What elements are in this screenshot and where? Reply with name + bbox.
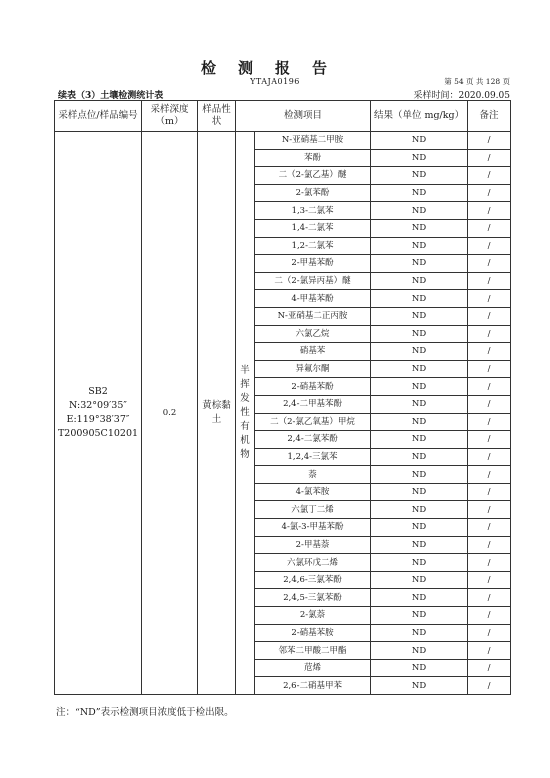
test-item: 1,4-二氯苯: [255, 219, 371, 237]
test-result: ND: [371, 184, 468, 202]
test-remark: /: [468, 448, 511, 466]
test-result: ND: [371, 237, 468, 255]
test-result: ND: [371, 360, 468, 378]
sample-depth: 0.2: [142, 132, 198, 695]
test-result: ND: [371, 413, 468, 431]
test-result: ND: [371, 519, 468, 537]
test-item: 2,4-二甲基苯酚: [255, 395, 371, 413]
test-item: 2-氯苯酚: [255, 184, 371, 202]
footnote: 注：“ND”表示检测项目浓度低于检出限。: [56, 707, 234, 718]
test-remark: /: [468, 343, 511, 361]
test-remark: /: [468, 431, 511, 449]
test-result: ND: [371, 378, 468, 396]
test-remark: /: [468, 642, 511, 660]
test-remark: /: [468, 501, 511, 519]
soil-test-table: [54, 100, 511, 695]
test-result: ND: [371, 466, 468, 484]
test-remark: /: [468, 677, 511, 695]
test-result: ND: [371, 290, 468, 308]
report-code: YTAJA0196: [250, 77, 300, 86]
test-result: ND: [371, 307, 468, 325]
test-item: 2-甲基苯酚: [255, 255, 371, 273]
test-result: ND: [371, 536, 468, 554]
table-row: [55, 132, 511, 150]
test-remark: /: [468, 554, 511, 572]
test-result: ND: [371, 607, 468, 625]
test-remark: /: [468, 589, 511, 607]
test-remark: /: [468, 184, 511, 202]
test-result: ND: [371, 167, 468, 185]
table-title: 续表（3）土壤检测统计表: [58, 91, 164, 101]
sample-point-cell: [55, 132, 142, 695]
test-item: 二（2-氯异丙基）醚: [255, 272, 371, 290]
test-item: 4-氯苯胺: [255, 483, 371, 501]
test-remark: /: [468, 378, 511, 396]
sample-point-latitude: N:32°09′35″: [69, 400, 127, 411]
test-remark: /: [468, 536, 511, 554]
sample-point-longitude: E:119°38′37″: [66, 414, 130, 425]
sample-property: 黄棕黏土: [198, 132, 236, 695]
col-header-result: 结果（单位 mg/kg）: [371, 101, 468, 132]
test-item: 六氯乙烷: [255, 325, 371, 343]
test-item: 异氟尔酮: [255, 360, 371, 378]
test-item: 2-硝基苯酚: [255, 378, 371, 396]
test-result: ND: [371, 132, 468, 150]
test-item: 4-氯-3-甲基苯酚: [255, 519, 371, 537]
test-item: 二（2-氯乙基）醚: [255, 167, 371, 185]
test-result: ND: [371, 343, 468, 361]
test-remark: /: [468, 483, 511, 501]
test-remark: /: [468, 202, 511, 220]
test-item: 邻苯二甲酸二甲酯: [255, 642, 371, 660]
test-remark: /: [468, 395, 511, 413]
test-item: 苯酚: [255, 149, 371, 167]
test-item: N-亚硝基二正丙胺: [255, 307, 371, 325]
test-result: ND: [371, 395, 468, 413]
test-item: 1,3-二氯苯: [255, 202, 371, 220]
test-item: 2,4-二氯苯酚: [255, 431, 371, 449]
test-category: 半挥发性有机物: [236, 132, 255, 695]
test-remark: /: [468, 290, 511, 308]
test-item: 1,2-二氯苯: [255, 237, 371, 255]
test-item: 2,6-二硝基甲苯: [255, 677, 371, 695]
test-result: ND: [371, 272, 468, 290]
test-item: 4-甲基苯酚: [255, 290, 371, 308]
test-item: 2,4,6-三氯苯酚: [255, 571, 371, 589]
test-remark: /: [468, 272, 511, 290]
test-remark: /: [468, 659, 511, 677]
test-item: 2-氯萘: [255, 607, 371, 625]
test-result: ND: [371, 571, 468, 589]
col-header-remark: 备注: [468, 101, 511, 132]
test-result: ND: [371, 202, 468, 220]
test-result: ND: [371, 642, 468, 660]
test-remark: /: [468, 255, 511, 273]
report-title: 检测报告: [200, 59, 349, 77]
test-result: ND: [371, 149, 468, 167]
page-number: 第 54 页 共 128 页: [444, 77, 510, 86]
test-result: ND: [371, 589, 468, 607]
test-result: ND: [371, 554, 468, 572]
test-result: ND: [371, 255, 468, 273]
test-remark: /: [468, 466, 511, 484]
test-item: 二（2-氯乙氧基）甲烷: [255, 413, 371, 431]
test-remark: /: [468, 325, 511, 343]
test-remark: /: [468, 519, 511, 537]
test-remark: /: [468, 571, 511, 589]
test-item: 2-甲基萘: [255, 536, 371, 554]
test-item: 萘: [255, 466, 371, 484]
col-header-depth: 采样深度（m）: [142, 101, 198, 132]
test-result: ND: [371, 431, 468, 449]
test-remark: /: [468, 132, 511, 150]
test-result: ND: [371, 219, 468, 237]
test-item: 六氯丁二烯: [255, 501, 371, 519]
test-result: ND: [371, 677, 468, 695]
test-item: 苊烯: [255, 659, 371, 677]
test-item: 硝基苯: [255, 343, 371, 361]
test-item: 六氯环戊二烯: [255, 554, 371, 572]
test-item: 1,2,4-三氯苯: [255, 448, 371, 466]
test-result: ND: [371, 483, 468, 501]
test-result: ND: [371, 501, 468, 519]
test-result: ND: [371, 448, 468, 466]
test-remark: /: [468, 607, 511, 625]
test-item: N-亚硝基二甲胺: [255, 132, 371, 150]
test-remark: /: [468, 307, 511, 325]
test-remark: /: [468, 167, 511, 185]
test-remark: /: [468, 413, 511, 431]
test-result: ND: [371, 325, 468, 343]
table-body: [55, 132, 511, 695]
sample-time: 采样时间：2020.09.05: [413, 91, 510, 101]
col-header-sample-point: 采样点位/样品编号: [55, 101, 142, 132]
test-result: ND: [371, 659, 468, 677]
test-result: ND: [371, 624, 468, 642]
test-remark: /: [468, 360, 511, 378]
test-remark: /: [468, 624, 511, 642]
col-header-test-item: 检测项目: [236, 101, 371, 132]
test-remark: /: [468, 237, 511, 255]
test-remark: /: [468, 219, 511, 237]
sample-number: T200905C10201: [57, 428, 139, 439]
table-header-row: [55, 101, 511, 132]
test-item: 2,4,5-三氯苯酚: [255, 589, 371, 607]
col-header-property: 样品性状: [198, 101, 236, 132]
test-remark: /: [468, 149, 511, 167]
test-item: 2-硝基苯胺: [255, 624, 371, 642]
sample-point-id: SB2: [88, 386, 108, 397]
